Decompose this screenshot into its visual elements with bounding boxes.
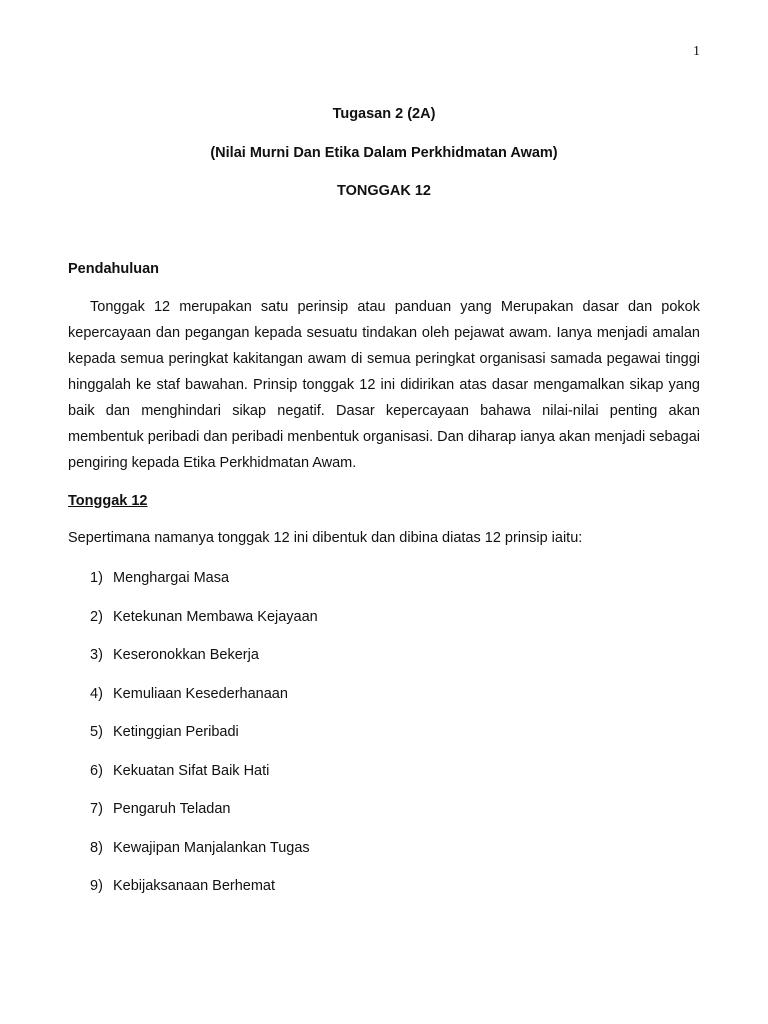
list-item [90, 724, 318, 763]
list-item-text: Ketinggian Peribadi [113, 724, 239, 740]
list-item [90, 840, 318, 879]
page-number: 1 [693, 44, 700, 59]
list-item [90, 609, 318, 648]
list-item-text: Ketekunan Membawa Kejayaan [113, 608, 318, 625]
list-item-number: 6) [90, 762, 103, 779]
list-item-text: Kebijaksanaan Berhemat [113, 878, 276, 894]
list-item-text: Keseronokkan Bekerja [113, 647, 259, 663]
list-item [90, 686, 318, 725]
pillar-title: TONGGAK 12 [336, 183, 431, 199]
list-item-number: 4) [90, 685, 103, 702]
intro-heading: Pendahuluan [68, 261, 160, 277]
list-item [90, 801, 318, 840]
list-item [90, 878, 318, 917]
intro-paragraph: Tonggak 12 merupakan satu perinsip atau panduan yang Merupakan dasar dan pokok kepercayaan dan pegangan kepada sesuatu tindakan oleh pejawat awam. Ianya menjadi amalan kepada semua peringkat kakitangan awam di semua peringkat organisasi samada pegawai tinggi hinggalah ke staf bawahan. Prinsip tonggak 12 ini didirikan atas dasar mengamalkan sikap yang baik dan menghindari sikap negatif. Dasar kepercayaan bahawa nilai-nilai penting akan membentuk peribadi dan peribadi menbentuk organisasi. Dan diharap ianya akan menjadi sebagai pengiring kepada Etika Perkhidmatan Awam. [68, 299, 700, 471]
list-item-text: Kemuliaan Kesederhanaan [113, 685, 288, 702]
list-item-text: Kewajipan Manjalankan Tugas [113, 839, 310, 856]
principles-intro: Sepertimana namanya tonggak 12 ini dibentuk dan dibina diatas 12 prinsip iaitu: [68, 530, 583, 546]
tonggak-heading: Tonggak 12 [68, 493, 148, 509]
list-item-text: Kekuatan Sifat Baik Hati [113, 762, 270, 779]
list-item-number: 1) [90, 570, 103, 586]
list-item-number: 2) [90, 608, 103, 625]
list-item [90, 647, 318, 686]
document-title: Tugasan 2 (2A) [332, 106, 436, 122]
list-item-number: 3) [90, 647, 103, 663]
document-subtitle: (Nilai Murni Dan Etika Dalam Perkhidmatan Awam) [210, 145, 558, 161]
list-item-text: Pengaruh Teladan [113, 801, 231, 817]
list-item-number: 9) [90, 878, 103, 894]
list-item [90, 763, 318, 802]
list-item-number: 8) [90, 839, 103, 856]
list-item-number: 7) [90, 801, 103, 817]
list-item-text: Menghargai Masa [113, 570, 230, 586]
list-item-number: 5) [90, 724, 103, 740]
list-item [90, 570, 318, 609]
principles-list [90, 570, 318, 917]
